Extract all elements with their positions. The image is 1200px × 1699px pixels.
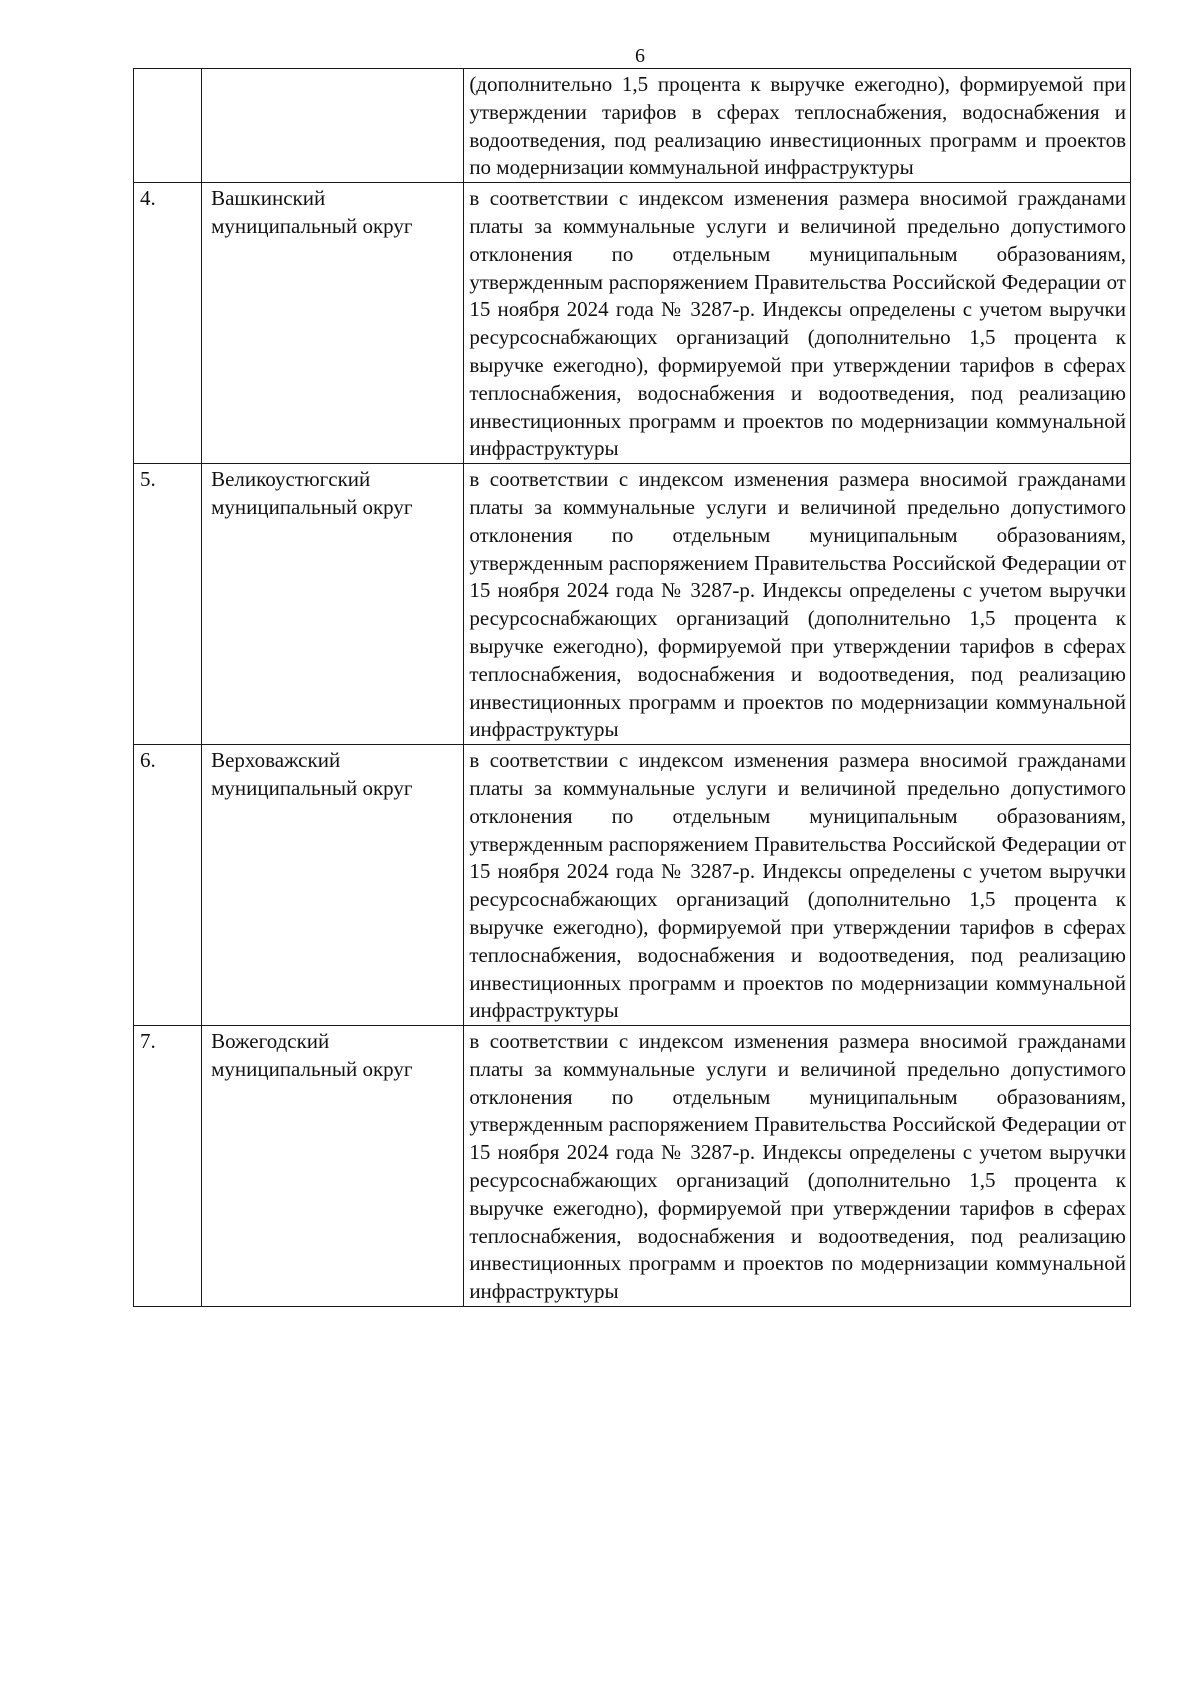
municipality-name: Вожегодский муниципальный округ: [202, 1026, 464, 1307]
municipality-name: Вашкинский муниципальный округ: [202, 183, 464, 464]
table-row: [134, 464, 1131, 745]
table-row: [134, 183, 1131, 464]
index-description: в соответствии с индексом изменения размера вносимой гражданами платы за коммунальные услуги и величиной предельно допустимого отклонения по отдельным муниципальным образованиям, утвержденным распоряжением Правительства Российской Федерации от 15 ноября 2024 года № 3287-р. Индексы определены с учетом выручки ресурсоснабжающих организаций (дополнительно 1,5 процента к выручке ежегодно), формируемой при утверждении тарифов в сферах теплоснабжения, водоснабжения и водоотведения, под реализацию инвестиционных программ и проектов по модернизации коммунальной инфраструктуры: [464, 1026, 1131, 1307]
row-number: 7.: [134, 1026, 202, 1307]
municipal-index-table: [133, 68, 1131, 1307]
table-row: [134, 1026, 1131, 1307]
municipality-name: Великоустюгский муниципальный округ: [202, 464, 464, 745]
row-number: 4.: [134, 183, 202, 464]
row-number: 5.: [134, 464, 202, 745]
table-row: [134, 745, 1131, 1026]
index-description: в соответствии с индексом изменения размера вносимой гражданами платы за коммунальные услуги и величиной предельно допустимого отклонения по отдельным муниципальным образованиям, утвержденным распоряжением Правительства Российской Федерации от 15 ноября 2024 года № 3287-р. Индексы определены с учетом выручки ресурсоснабжающих организаций (дополнительно 1,5 процента к выручке ежегодно), формируемой при утверждении тарифов в сферах теплоснабжения, водоснабжения и водоотведения, под реализацию инвестиционных программ и проектов по модернизации коммунальной инфраструктуры: [464, 464, 1131, 745]
index-description: в соответствии с индексом изменения размера вносимой гражданами платы за коммунальные услуги и величиной предельно допустимого отклонения по отдельным муниципальным образованиям, утвержденным распоряжением Правительства Российской Федерации от 15 ноября 2024 года № 3287-р. Индексы определены с учетом выручки ресурсоснабжающих организаций (дополнительно 1,5 процента к выручке ежегодно), формируемой при утверждении тарифов в сферах теплоснабжения, водоснабжения и водоотведения, под реализацию инвестиционных программ и проектов по модернизации коммунальной инфраструктуры: [464, 745, 1131, 1026]
table-row: [134, 69, 1131, 183]
municipality-name: [202, 69, 464, 183]
index-description: в соответствии с индексом изменения размера вносимой гражданами платы за коммунальные услуги и величиной предельно допустимого отклонения по отдельным муниципальным образованиям, утвержденным распоряжением Правительства Российской Федерации от 15 ноября 2024 года № 3287-р. Индексы определены с учетом выручки ресурсоснабжающих организаций (дополнительно 1,5 процента к выручке ежегодно), формируемой при утверждении тарифов в сферах теплоснабжения, водоснабжения и водоотведения, под реализацию инвестиционных программ и проектов по модернизации коммунальной инфраструктуры: [464, 183, 1131, 464]
row-number: [134, 69, 202, 183]
index-description: (дополнительно 1,5 процента к выручке ежегодно), формируемой при утверждении тарифов в сферах теплоснабжения, водоснабжения и водоотведения, под реализацию инвестиционных программ и проектов по модернизации коммунальной инфраструктуры: [464, 69, 1131, 183]
row-number: 6.: [134, 745, 202, 1026]
municipality-name: Верховажский муниципальный округ: [202, 745, 464, 1026]
page-number: 6: [635, 45, 645, 67]
